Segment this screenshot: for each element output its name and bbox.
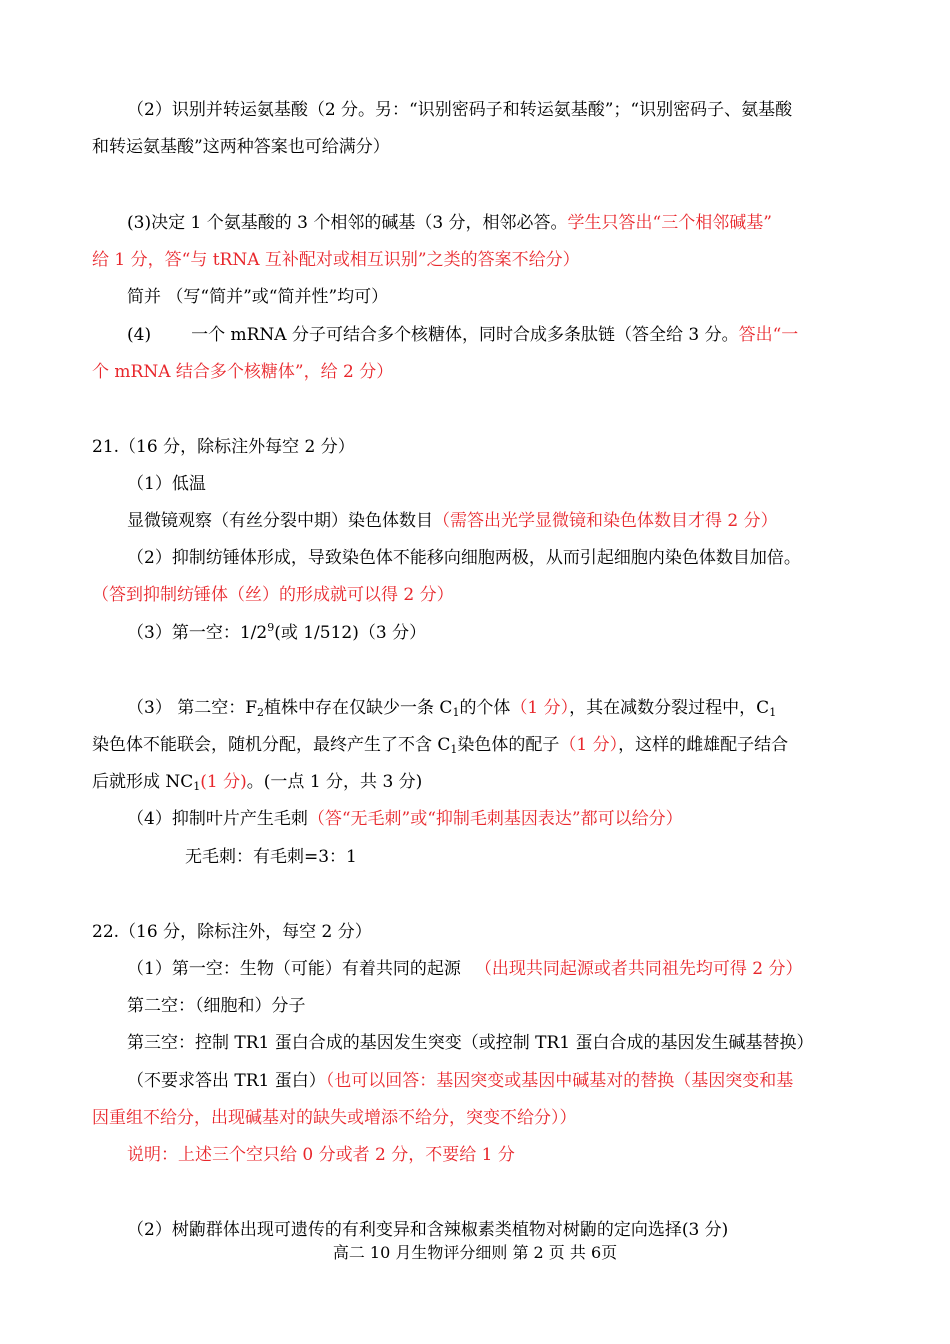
q21-part4-note: （答“无毛刺”或“抑制毛刺基因表达”都可以给分） (307, 809, 683, 829)
q22-part1-answer: （1）第一空：生物（可能）有着共同的起源 (127, 959, 461, 979)
q21-part4-answer: （4）抑制叶片产生毛刺 (127, 809, 308, 829)
q20-part3-answer: (3)决定 1 个氨基酸的 3 个相邻的碱基（3 分，相邻必答。 (127, 213, 568, 233)
q21-point-a: （1 分） (510, 698, 570, 718)
q21-point-b: （1 分） (559, 735, 619, 755)
q20-part3-line2: 给 1 分，答“与 tRNA 互补配对或相互识别”之类的答案不给分） (92, 250, 580, 270)
q20-part4-answer: 一个 mRNA 分子可结合多个核糖体，同时合成多条肽链（答全给 3 分。 (191, 325, 739, 345)
q20-part3-note: 学生只答出“三个相邻碱基” (567, 213, 772, 233)
q21-sub-a: 2 (257, 706, 265, 719)
q21-sub-d: 1 (450, 743, 458, 756)
q22-part1-line4 (127, 1069, 793, 1093)
q21-part1-line1: （1）低温 (127, 474, 206, 494)
q20-part3-line1 (127, 211, 772, 235)
q20-part4-note: 答出“一 (738, 325, 799, 345)
q20-part4-number: (4) (127, 325, 152, 345)
q21-part1-note: （需答出光学显微镜和染色体数目才得 2 分） (433, 511, 778, 531)
q21-part3-first-points: (或 1/512)（3 分） (274, 623, 427, 643)
q21-heading: 21.（16 分，除标注外每空 2 分） (92, 437, 355, 457)
q21-sub-e: 1 (193, 780, 201, 793)
q22-part1-line3: 第三空：控制 TR1 蛋白合成的基因发生突变（或控制 TR1 蛋白合成的基因发生碱基替换） (127, 1033, 814, 1053)
q21-part2-line1: （2）抑制纺锤体形成，导致染色体不能移向细胞两极，从而引起细胞内染色体数目加倍。 (127, 548, 801, 568)
q22-part1-line1 (127, 957, 802, 981)
q20-part2-line2: 和转运氨基酸”这两种答案也可给满分） (92, 137, 390, 157)
q21-text-g: ，这样的雌雄配子结合 (618, 735, 789, 755)
q21-part3-first-blank (127, 621, 426, 645)
q21-sub-b: 1 (452, 706, 460, 719)
q21-part3-first-text: （3）第一空：1/2 (127, 623, 268, 643)
q21-part1-line2 (127, 509, 778, 533)
q21-text-b: 植株中存在仅缺少一条 C (264, 698, 453, 718)
q21-part3-second-line2 (92, 733, 788, 757)
q22-part1-alt-note: （也可以回答：基因突变或基因中碱基对的替换（基因突变和基 (325, 1071, 794, 1091)
q20-part4-line2: 个 mRNA 结合多个核糖体”，给 2 分） (92, 362, 394, 382)
q21-part3-second-line1 (127, 696, 776, 720)
q21-part4-line1 (127, 807, 683, 831)
q22-heading: 22.（16 分，除标注外，每空 2 分） (92, 922, 372, 942)
q21-text-a: （3） 第二空：F (127, 698, 258, 718)
q21-part4-ratio: 无毛刺：有毛刺=3：1 (185, 847, 357, 867)
q21-part1-answer: 显微镜观察（有丝分裂中期）染色体数目 (127, 511, 433, 531)
q21-point-c: (1 分) (200, 772, 247, 792)
q22-part1-remark: 说明：上述三个空只给 0 分或者 2 分，不要给 1 分 (127, 1145, 515, 1165)
q20-part3-line3: 简并 （写“简并”或“简并性”均可） (127, 287, 389, 307)
q21-text-d: ，其在减数分裂过程中，C (569, 698, 770, 718)
q22-part1-note: （出现共同起源或者共同祖先均可得 2 分） (474, 959, 803, 979)
q20-part2-line1: （2）识别并转运氨基酸（2 分。另：“识别密码子和转运氨基酸”；“识别密码子、氨基酸 (127, 100, 793, 120)
q22-part1-line5: 因重组不给分，出现碱基对的缺失或增添不给分，突变不给分）） (92, 1108, 577, 1128)
q21-text-f: 染色体的配子 (457, 735, 560, 755)
q21-text-h: 后就形成 NC (92, 772, 194, 792)
q21-part3-second-line3 (92, 770, 422, 794)
q20-part4-line1 (127, 323, 798, 347)
q21-text-i: 。(一点 1 分，共 3 分) (246, 772, 423, 792)
q21-text-e: 染色体不能联会，随机分配，最终产生了不含 C (92, 735, 451, 755)
q22-part1-line2: 第二空：（细胞和）分子 (127, 996, 306, 1016)
q22-part2: （2）树鼩群体出现可遗传的有利变异和含辣椒素类植物对树鼩的定向选择(3 分) (127, 1220, 729, 1240)
q21-part3-exponent: 9 (267, 621, 275, 634)
q21-text-c: 的个体 (459, 698, 511, 718)
q21-part2-note: （答到抑制纺锤体（丝）的形成就可以得 2 分） (92, 585, 454, 605)
q21-sub-c: 1 (769, 706, 777, 719)
page-footer: 高二 10 月生物评分细则 第 2 页 共 6页 (332, 1243, 618, 1262)
q22-part1-aside: （不要求答出 TR1 蛋白） (127, 1071, 326, 1091)
